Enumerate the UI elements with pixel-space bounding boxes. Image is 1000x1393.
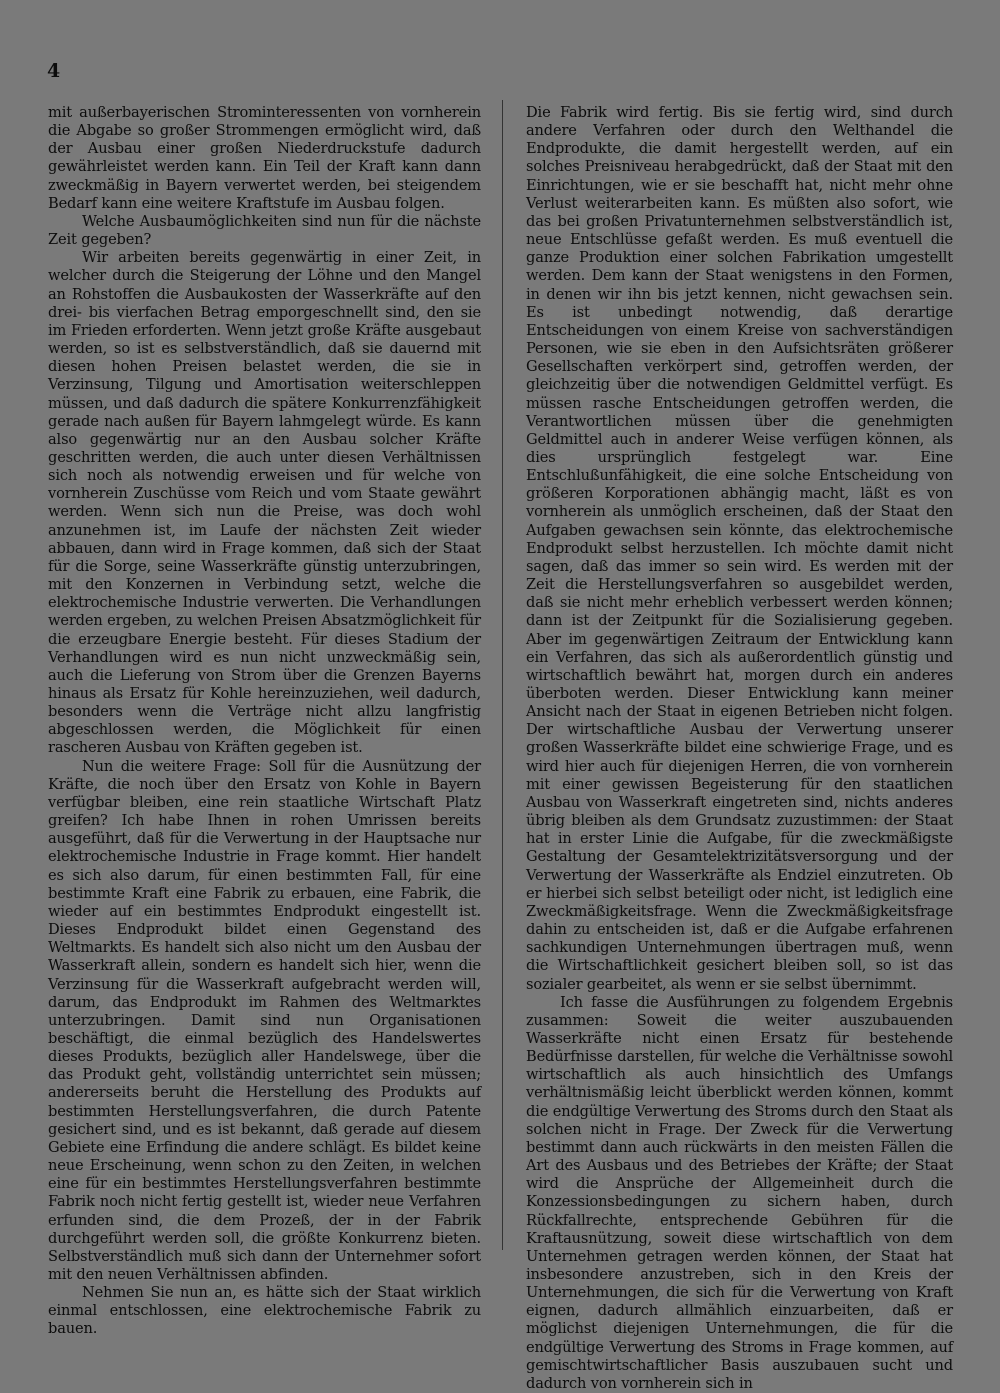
page-number: 4 <box>47 60 61 82</box>
left-column <box>48 104 481 1339</box>
paragraph: Wir arbeiten bereits gegenwärtig in einer Zeit, in welcher durch die Steigerung der Löhne und den Mangel an Rohstoffen die Ausbaukosten der Wasserkräfte auf den drei- bis vierfachen Betrag emporgeschnellt sind, den sie im Frieden erforderten. Wenn jetzt große Kräfte ausgebaut werden, so ist es selbstverständlich, daß sie dauernd mit diesen hohen Preisen belastet werden, die sie in Verzinsung, Tilgung und Amortisation weiterschleppen müssen, und daß dadurch die spätere Konkurrenzfähigkeit gerade nach außen für Bayern lahmgelegt würde. Es kann also gegenwärtig nur an den Ausbau solcher Kräfte geschritten werden, die auch unter diesen Verhältnissen sich noch als notwendig erweisen und für welche von vornherein Zuschüsse vom Reich und vom Staate gewährt werden. Wenn sich nun die Preise, was doch wohl anzunehmen ist, im Laufe der nächsten Zeit wieder abbauen, dann wird in Frage kommen, daß sich der Staat für die Sorge, seine Wasserkräfte günstig unterzubringen, mit den Konzernen in Verbindung setzt, welche die elektrochemische Industrie verwerten. Die Verhandlungen werden ergeben, zu welchen Preisen Absatzmöglichkeit für die erzeugbare Energie besteht. Für dieses Stadium der Verhandlungen wird es nun nicht unzweckmäßig sein, auch die Lieferung von Strom über die Grenzen Bayerns hinaus als Ersatz für Kohle hereinzuziehen, weil dadurch, besonders wenn die Verträge nicht allzu langfristig abgeschlossen werden, die Möglichkeit für einen rascheren Ausbau von Kräften gegeben ist. <box>48 249 481 757</box>
right-column <box>526 104 953 1393</box>
paragraph: Nehmen Sie nun an, es hätte sich der Staat wirklich einmal entschlossen, eine elektrochemische Fabrik zu bauen. <box>48 1284 481 1338</box>
paragraph: Welche Ausbaumöglichkeiten sind nun für die nächste Zeit gegeben? <box>48 212 481 249</box>
paragraph: Nun die weitere Frage: Soll für die Ausnützung der Kräfte, die noch über den Ersatz von Kohle in Bayern verfügbar bleiben, eine rein staatliche Wirtschaft Platz greifen? Ich habe Ihnen in rohen Umrissen bereits ausgeführt, daß für die Verwertung in der Hauptsache nur elektrochemische Industrie in Frage kommt. Hier handelt es sich also darum, für einen bestimmten Fall, für eine bestimmte Kraft eine Fabrik zu erbauen, eine Fabrik, die wieder auf ein bestimmtes Endprodukt eingestellt ist. Dieses Endprodukt bildet einen Gegenstand des Weltmarkts. Es handelt sich also nicht um den Ausbau der Wasserkraft allein, sondern es handelt sich hier, wenn die Verzinsung für die Wasserkraft aufgebracht werden will, darum, das Endprodukt im Rahmen des Weltmarktes unterzubringen. Damit sind nun Organisationen beschäftigt, die einmal bezüglich des Handelswertes dieses Produkts, bezüglich aller Handelswege, über die das Produkt geht, vollständig unterrichtet sein müssen; andererseits beruht die Herstellung des Produkts auf bestimmten Herstellungsverfahren, die durch Patente gesichert sind, und es ist bekannt, daß gerade auf diesem Gebiete eine Erfindung die andere schlägt. Es bildet keine neue Erscheinung, wenn schon zu den Zeiten, in welchen eine für ein bestimmtes Herstellungsverfahren bestimmte Fabrik noch nicht fertig gestellt ist, wieder neue Verfahren erfunden sind, die dem Prozeß, der in der Fabrik durchgeführt werden soll, die größte Konkurrenz bieten. Selbstverständlich muß sich dann der Unternehmer sofort mit den neuen Verhältnissen abfinden. <box>48 757 481 1283</box>
paragraph: Die Fabrik wird fertig. Bis sie fertig wird, sind durch andere Verfahren oder durch den Welthandel die Endprodukte, die damit hergestellt werden, auf ein solches Preisniveau herabgedrückt, daß der Staat mit den Einrichtungen, wie er sie beschafft hat, nicht mehr ohne Verlust weiterarbeiten kann. Es müßten also sofort, wie das bei großen Privatunternehmen selbstverständlich ist, neue Entschlüsse gefaßt werden. Es muß eventuell die ganze Produktion einer solchen Fabrikation umgestellt werden. Dem kann der Staat wenigstens in den Formen, in denen wir ihn bis jetzt kennen, nicht gewachsen sein. Es ist unbedingt notwendig, daß derartige Entscheidungen von einem Kreise von sachverständigen Personen, wie sie eben in den Aufsichtsräten größerer Gesellschaften verkörpert sind, getroffen werden, der gleichzeitig über die notwendigen Geldmittel verfügt. Es müssen rasche Entscheidungen getroffen werden, die Verantwortlichen müssen über die genehmigten Geldmittel auch in anderer Weise verfügen können, als dies ursprünglich festgelegt war. Eine Entschlußunfähigkeit, die eine solche Entscheidung von größeren Korporationen abhängig macht, läßt es von vornherein als unmöglich erscheinen, daß der Staat den Aufgaben gewachsen sein könnte, das elektrochemische Endprodukt selbst herzustellen. Ich möchte damit nicht sagen, daß das immer so sein wird. Es werden mit der Zeit die Herstellungsverfahren so ausgebildet werden, daß sie nicht mehr erheblich verbessert werden können; dann ist der Zeitpunkt für die Sozialisierung gegeben. Aber im gegenwärtigen Zeitraum der Entwicklung kann ein Verfahren, das sich als außerordentlich günstig und wirtschaftlich bewährt hat, morgen durch ein anderes überboten werden. Dieser Entwicklung kann meiner Ansicht nach der Staat in eigenen Betrieben nicht folgen. Der wirtschaftliche Ausbau der Verwertung unserer großen Wasserkräfte bildet eine schwierige Frage, und es wird hier auch für diejenigen Herren, die von vornherein mit einer gewissen Begeisterung für den staatlichen Ausbau von Wasserkraft eingetreten sind, nichts anderes übrig bleiben als dem Grundsatz zuzustimmen: der Staat hat in erster Linie die Aufgabe, für die zweckmäßigste Gestaltung der Gesamtelektrizitätsversorgung und der Verwertung der Wasserkräfte als Endziel einzutreten. Ob er hierbei sich selbst beteiligt oder nicht, ist lediglich eine Zweckmäßigkeitsfrage. Wenn die Zweckmäßigkeitsfrage dahin zu entscheiden ist, daß er die Aufgabe erfahrenen sachkundigen Unternehmungen übertragen muß, wenn die Wirtschaftlichkeit gesichert bleiben soll, so ist das sozialer gearbeitet, als wenn er sie selbst übernimmt. <box>526 104 953 993</box>
column-divider <box>502 100 503 1250</box>
paragraph: mit außerbayerischen Strominteressenten von vornherein die Abgabe so großer Strommengen ermöglicht wird, daß der Ausbau einer großen Niederdruckstufe dadurch gewährleistet werden kann. Ein Teil der Kraft kann dann zweckmäßig in Bayern verwertet werden, bei steigendem Bedarf kann eine weitere Kraftstufe im Ausbau folgen. <box>48 104 481 212</box>
paragraph: Ich fasse die Ausführungen zu folgendem Ergebnis zusammen: Soweit die weiter auszubauenden Wasserkräfte nicht einen Ersatz für bestehende Bedürfnisse darstellen, für welche die Verhältnisse sowohl wirtschaftlich als auch hinsichtlich des Umfangs verhältnismäßig leicht überblickt werden können, kommt die endgültige Verwertung des Stroms durch den Staat als solchen nicht in Frage. Der Zweck für die Verwertung bestimmt dann auch rückwärts in den meisten Fällen die Art des Ausbaus und des Betriebes der Kräfte; der Staat wird die Ansprüche der Allgemeinheit durch die Konzessionsbedingungen zu sichern haben, durch Rückfallrechte, entsprechende Gebühren für die Kraftausnützung, soweit diese wirtschaftlich von dem Unternehmen getragen werden können, der Staat hat insbesondere anzustreben, sich in den Kreis der Unternehmungen, die sich für die Verwertung von Kraft eignen, dadurch allmählich einzuarbeiten, daß er möglichst diejenigen Unternehmungen, die für die endgültige Verwertung des Stroms in Frage kommen, auf gemischtwirtschaftlicher Basis auszubauen sucht und dadurch von vornherein sich in <box>526 993 953 1392</box>
